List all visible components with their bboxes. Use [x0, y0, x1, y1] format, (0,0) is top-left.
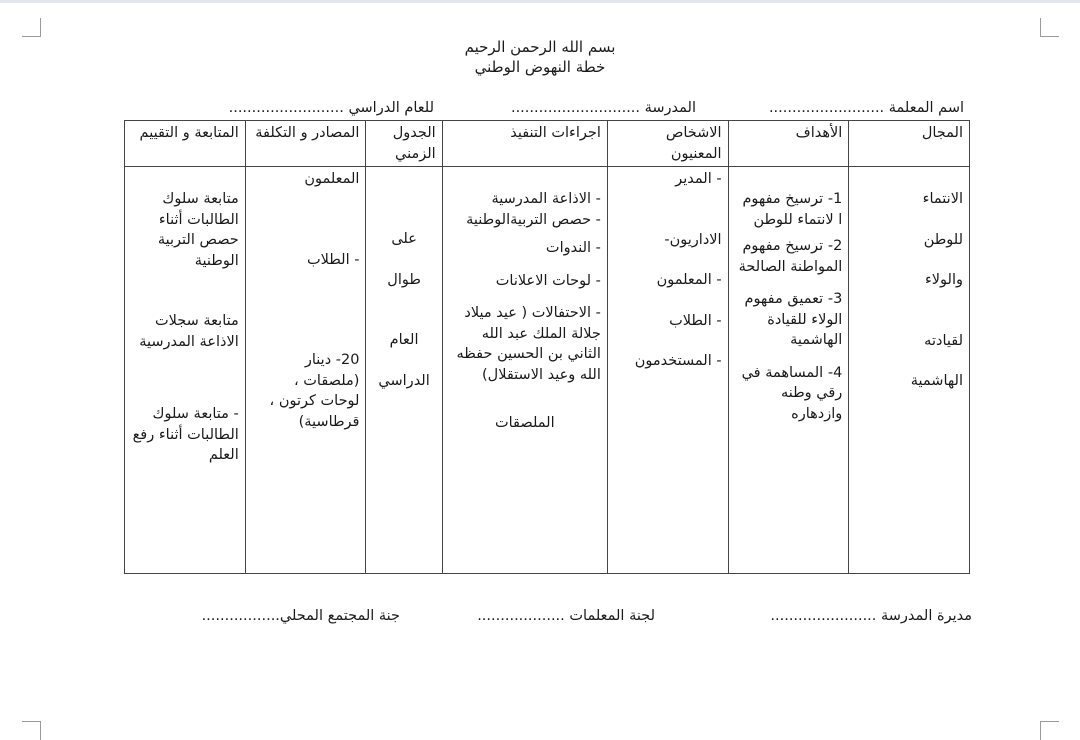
- schedule-line: العام: [389, 332, 419, 348]
- schedule-line: طوال: [387, 271, 421, 288]
- header-people: الاشخاص المعنيون: [607, 121, 728, 167]
- procedure-item: - الاذاعة المدرسية: [491, 191, 601, 207]
- teacher-name-field: اسم المعلمة .........................: [768, 100, 964, 116]
- procedure-item: - الاحتفالات ( عيد ميلاد جلالة الملك عبد الله الثاني بن الحسين حفظه الله وعيد الاستقلال): [456, 305, 601, 383]
- goal-item: 1- ترسيخ مفهوم ا لانتماء للوطن: [742, 191, 843, 228]
- margin-mark-bottom-right: [1040, 721, 1059, 740]
- resources-cell: [245, 167, 366, 574]
- domain-line: الهاشمية: [910, 373, 963, 389]
- goal-item: 4- المساهمة في رقي وطنه وازدهاره: [741, 364, 843, 422]
- header-schedule: الجدول الزمني: [366, 121, 442, 167]
- page-top-edge: [0, 0, 1080, 3]
- domain-line: والولاء: [924, 272, 963, 288]
- header-evaluation: المتابعة و التقييم: [125, 121, 246, 167]
- evaluation-item: - متابعة سلوك الطالبات أثناء رفع العلم: [132, 406, 239, 463]
- domain-cell: [849, 167, 970, 574]
- person-item: - المدير: [675, 171, 722, 187]
- schedule-line: على: [391, 231, 417, 247]
- header-procedures: اجراءات التنفيذ: [442, 121, 607, 167]
- goal-item: 3- تعميق مفهوم الولاء للقيادة الهاشمية: [744, 291, 843, 348]
- table-row: [125, 167, 970, 574]
- evaluation-item: متابعة سجلات الاذاعة المدرسية: [139, 313, 239, 350]
- margin-mark-top-right: [1040, 18, 1059, 37]
- table-header-row: [125, 121, 970, 167]
- header-goals: الأهداف: [728, 121, 849, 167]
- margin-mark-top-left: [22, 18, 41, 37]
- school-field: المدرسة ............................: [510, 100, 696, 116]
- schedule-line: الدراسي: [378, 372, 430, 389]
- resource-item: - الطلاب: [306, 251, 360, 268]
- teachers-committee-signature: لجنة المعلمات ...................: [477, 608, 655, 624]
- plan-table: [124, 120, 970, 574]
- document-title: خطة النهوض الوطني: [474, 58, 606, 76]
- evaluation-item: متابعة سلوك الطالبات أثناء حصص التربية الوطنية: [157, 191, 239, 269]
- header-domain: المجال: [849, 121, 970, 167]
- evaluation-cell: [125, 167, 246, 574]
- school-year-field: للعام الدراسي .........................: [228, 100, 434, 116]
- person-item: - الطلاب: [669, 312, 722, 329]
- principal-signature: مديرة المدرسة .......................: [770, 608, 972, 624]
- schedule-cell: [366, 167, 442, 574]
- goal-item: 2- ترسيخ مفهوم المواطنة الصالحة: [738, 238, 843, 275]
- domain-line: للوطن: [923, 231, 963, 248]
- person-item: - المستخدمون: [634, 353, 722, 369]
- procedures-cell: [442, 167, 607, 574]
- person-item: - المعلمون: [656, 272, 722, 288]
- goals-cell: [728, 167, 849, 574]
- community-committee-signature: جنة المجتمع المحلي.................: [201, 608, 400, 624]
- domain-line: الانتماء: [922, 191, 963, 207]
- domain-line: لقيادته: [924, 332, 963, 349]
- procedure-item: - لوحات الاعلانات: [495, 272, 601, 289]
- header-resources: المصادر و التكلفة: [245, 121, 366, 167]
- procedure-item: الملصقات: [494, 415, 555, 431]
- basmala: بسم الله الرحمن الرحيم: [464, 38, 616, 56]
- resource-item: المعلمون: [304, 171, 360, 187]
- resource-item: 20- دينار (ملصقات ، لوحات كرتون ، قرطاسية): [269, 352, 360, 430]
- margin-mark-bottom-left: [22, 721, 41, 740]
- people-cell: [607, 167, 728, 574]
- procedure-item: - حصص التربيةالوطنية: [466, 211, 601, 228]
- person-item: الاداريون-: [664, 231, 722, 248]
- procedure-item: - الندوات: [545, 240, 601, 256]
